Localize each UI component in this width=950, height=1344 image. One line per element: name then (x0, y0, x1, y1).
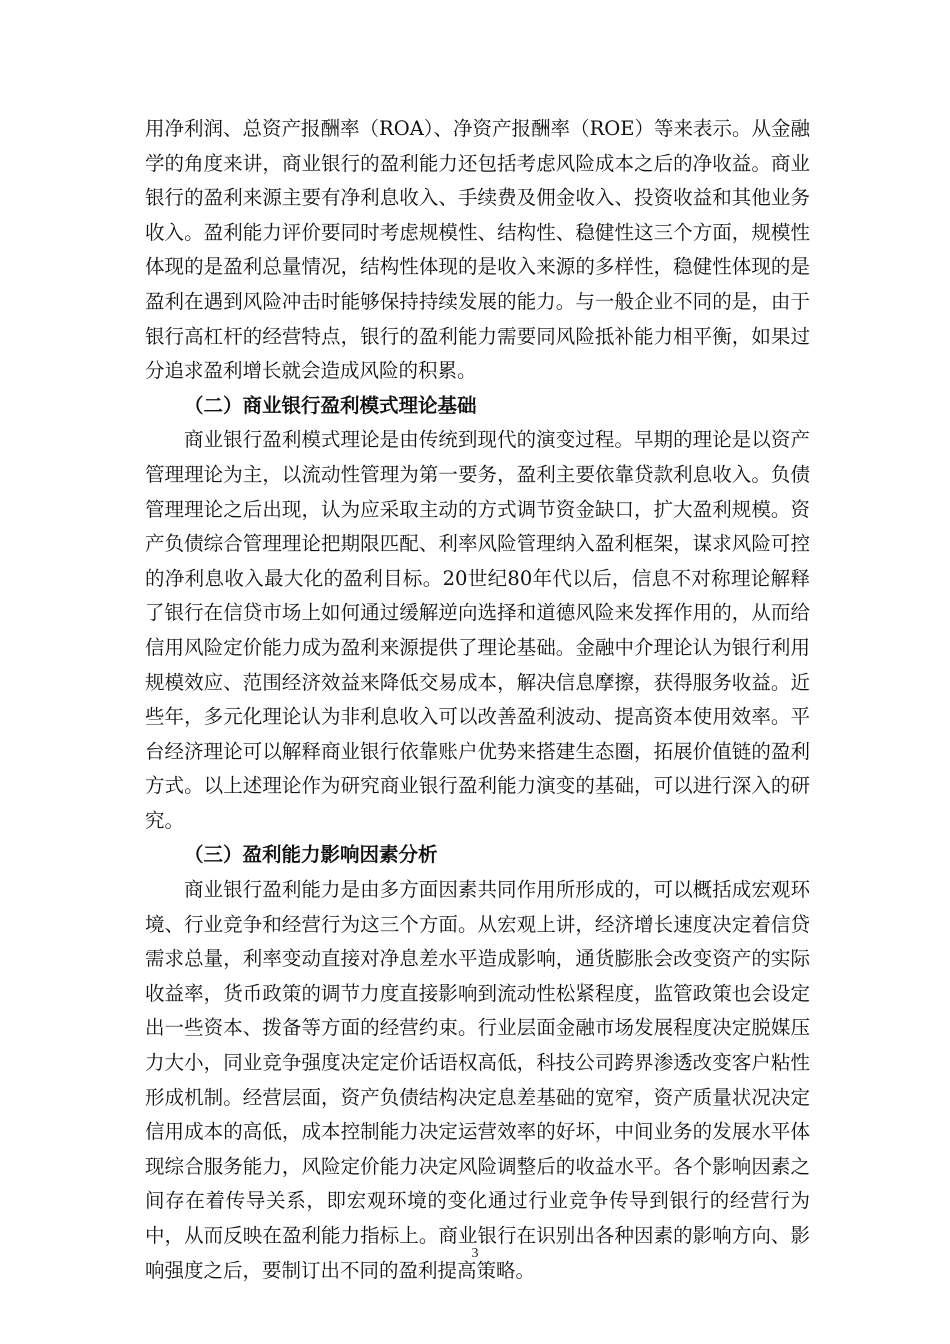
paragraph-continued: 用净利润、总资产报酬率（ROA）、净资产报酬率（ROE）等来表示。从金融学的角度来讲，商业银行的盈利能力还包括考虑风险成本之后的净收益。商业银行的盈利来源主要有净利息收入、手续费及佣金收入、投资收益和其他业务收入。盈利能力评价要同时考虑规模性、结构性、稳健性这三个方面，规模性体现的是盈利总量情况，结构性体现的是收入来源的多样性，稳健性体现的是盈利在遇到风险冲击时能够保持持续发展的能力。与一般企业不同的是，由于银行高杠杆的经营特点，银行的盈利能力需要同风险抵补能力相平衡，如果过分追求盈利增长就会造成风险的积累。 (145, 117, 810, 383)
section-heading-3: （三）盈利能力影响因素分析 (184, 843, 438, 867)
paragraph-theory-basis: 商业银行盈利模式理论是由传统到现代的演变过程。早期的理论是以资产管理理论为主，以流动性管理为第一要务，盈利主要依靠贷款利息收入。负债管理理论之后出现，认为应采取主动的方式调节资金缺口，扩大盈利规模。资产负债综合管理理论把期限匹配、利率风险管理纳入盈利框架，谋求风险可控的净利息收入最大化的盈利目标。20世纪80年代以后，信息不对称理论解释了银行在信贷市场上如何通过缓解逆向选择和道德风险来发挥作用的，从而给信用风险定价能力成为盈利来源提供了理论基础。金融中介理论认为银行利用规模效应、范围经济效益来降低交易成本，解决信息摩擦，获得服务收益。近些年，多元化理论认为非利息收入可以改善盈利波动、提高资本使用效率。平台经济理论可以解释商业银行依靠账户优势来搭建生态圈，拓展价值链的盈利方式。以上述理论作为研究商业银行盈利能力演变的基础，可以进行深入的研究。 (145, 428, 810, 832)
section-heading-2: （二）商业银行盈利模式理论基础 (184, 393, 477, 417)
page-number: 3 (471, 1246, 479, 1261)
document-body (145, 112, 810, 1288)
paragraph-influencing-factors: 商业银行盈利能力是由多方面因素共同作用所形成的，可以概括成宏观环境、行业竞争和经营行为这三个方面。从宏观上讲，经济增长速度决定着信贷需求总量，利率变动直接对净息差水平造成影响，通货膨胀会改变资产的实际收益率，货币政策的调节力度直接影响到流动性松紧程度，监管政策也会设定出一些资本、拨备等方面的经营约束。行业层面金融市场发展程度决定脱媒压力大小，同业竞争强度决定定价话语权高低，科技公司跨界渗透改变客户粘性形成机制。经营层面，资产负债结构决定息差基础的宽窄，资产质量状况决定信用成本的高低，成本控制能力决定运营效率的好坏，中间业务的发展水平体现综合服务能力，风险定价能力决定风险调整后的收益水平。各个影响因素之间存在着传导关系，即宏观环境的变化通过行业竞争传导到银行的经营行为中，从而反映在盈利能力指标上。商业银行在识别出各种因素的影响方向、影响强度之后，要制订出不同的盈利提高策略。 (145, 878, 810, 1282)
